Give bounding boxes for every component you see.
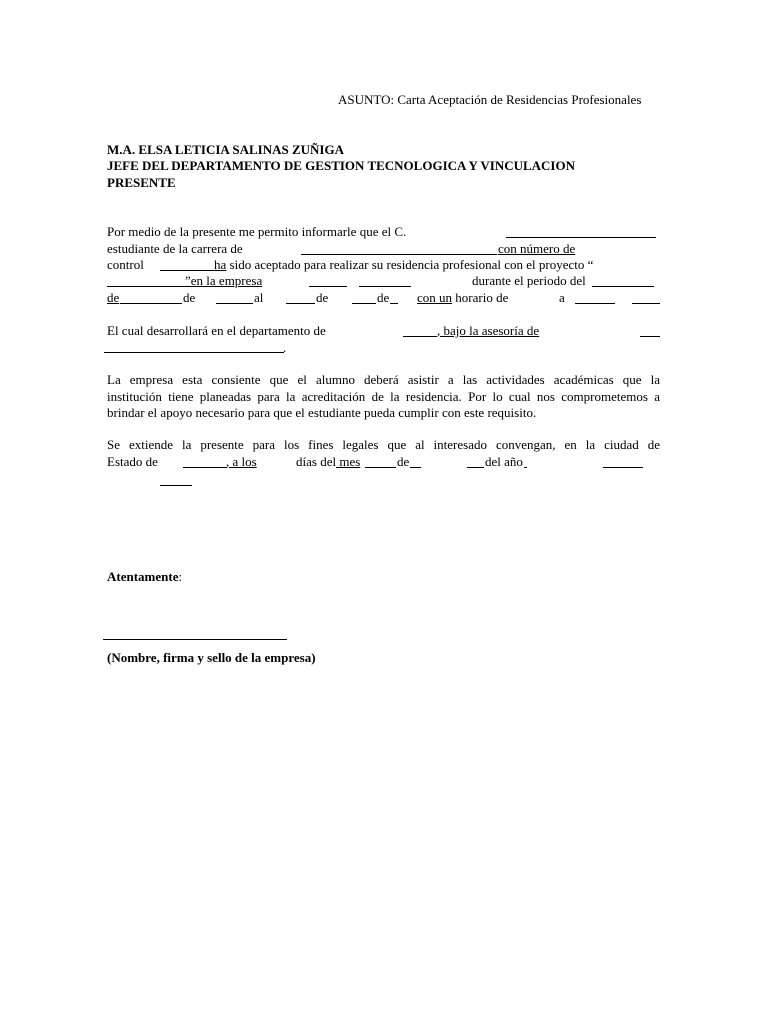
- con-un: con un: [417, 290, 453, 305]
- signature-caption: (Nombre, firma y sello de la empresa): [107, 650, 316, 665]
- company-blank-2: [359, 286, 411, 287]
- p1-line-4-b: durante el periodo del: [472, 273, 586, 288]
- p1-line-4-a: ”en la empresa: [185, 273, 263, 288]
- extra-blank-1: [603, 467, 643, 468]
- p4-line-1: Se extiende la presente para los fines legales que al interesado convengan, en la ciudad de: [107, 437, 660, 452]
- p4-l2-f: del año: [485, 454, 523, 469]
- de-1: de: [107, 290, 120, 305]
- day-start-blank: [120, 303, 182, 304]
- signature-line: [103, 639, 287, 640]
- student-name-blank: [506, 237, 656, 238]
- schedule-end-blank: [632, 303, 660, 304]
- schedule-text: [417, 290, 508, 306]
- p1-line-2-b: con número de: [498, 241, 576, 256]
- state-blank: [183, 467, 227, 468]
- de-4: de: [377, 290, 390, 305]
- mes-word: mes: [336, 454, 361, 469]
- month-blank: [365, 467, 421, 468]
- company-blank-1: [309, 286, 347, 287]
- period-blank: [592, 286, 654, 287]
- advisor-blank-2: [104, 352, 284, 353]
- de-3: de: [316, 290, 329, 305]
- p4-paragraph: [107, 437, 660, 454]
- advisor-blank-1: [640, 336, 660, 337]
- p1-line-3-c: sido aceptado para realizar su residencia profesional con el proyecto “: [226, 257, 594, 272]
- p2-end: .: [283, 340, 287, 355]
- p2-a: El cual desarrollará en el departamento de: [107, 323, 326, 338]
- atentamente-colon: :: [178, 569, 183, 584]
- de-2: de: [183, 290, 196, 305]
- a-word: a: [559, 290, 565, 305]
- month-end-blank: [352, 303, 398, 304]
- p3-paragraph: [107, 372, 660, 422]
- department-blank: [403, 336, 437, 337]
- p3-line-2: institución tiene planeadas para la acreditación de la residencia. Por lo cual nos comprometemos a: [107, 388, 660, 404]
- p2-b: [437, 323, 539, 339]
- subject-line: ASUNTO: Carta Aceptación de Residencias Profesionales: [338, 92, 642, 107]
- p1-line-2-a: estudiante de la carrera de: [107, 241, 243, 256]
- career-blank: [301, 254, 497, 255]
- schedule-start-blank: [575, 303, 615, 304]
- horario-de: horario de: [452, 290, 509, 305]
- recipient-title: JEFE DEL DEPARTAMENTO DE GESTION TECNOLOGICA Y VINCULACION: [107, 158, 575, 173]
- p4-l2-e: de: [397, 454, 410, 469]
- p3-line-3: brindar el apoyo necesario para que el estudiante pueda cumplir con este requisito.: [107, 405, 537, 420]
- p3-line-1: La empresa esta consiente que el alumno deberá asistir a las actividades académicas que la: [107, 372, 660, 387]
- al: al: [254, 290, 264, 305]
- project-name-blank: [107, 286, 185, 287]
- p4-l2-a: Estado de: [107, 454, 158, 469]
- atentamente: [107, 569, 182, 585]
- recipient-name: M.A. ELSA LETICIA SALINAS ZUÑIGA: [107, 142, 344, 157]
- p1-line-3-rest: [214, 257, 593, 273]
- p1-line-1: Por medio de la presente me permito informarle que el C.: [107, 224, 407, 239]
- p4-l2-b: , a los: [226, 454, 257, 469]
- atentamente-word: Atentamente: [107, 569, 179, 584]
- recipient-presente: PRESENTE: [107, 175, 176, 190]
- ha-word: ha: [214, 257, 227, 272]
- control-number-blank: [160, 270, 214, 271]
- dias-del: días del: [296, 454, 337, 469]
- p4-l2-c: [296, 454, 360, 470]
- extra-blank-2: [160, 485, 192, 486]
- p2-b-text: , bajo la asesoría de: [437, 323, 540, 338]
- p1-line-3-a: control: [107, 257, 144, 272]
